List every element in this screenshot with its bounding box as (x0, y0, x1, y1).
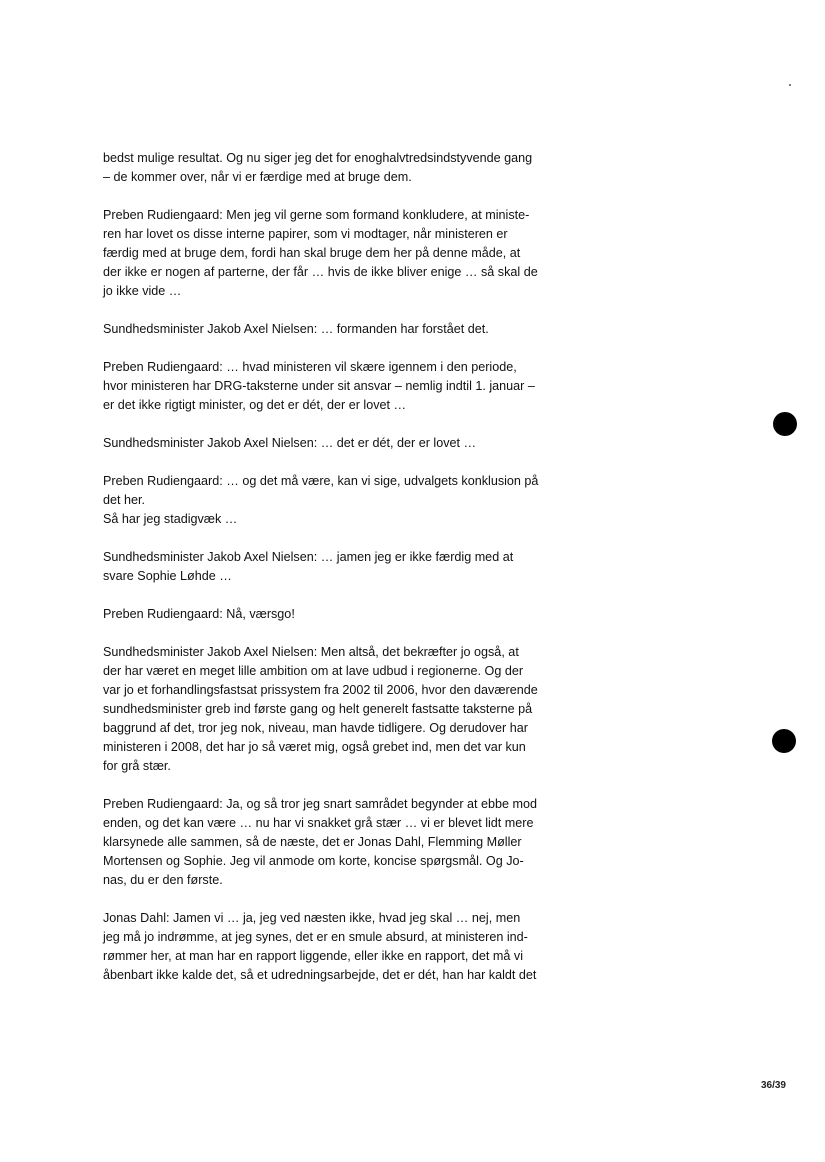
text-line: rømmer her, at man har en rapport liggende, eller ikke en rapport, det må vi (103, 949, 523, 963)
text-line: jo ikke vide … (103, 284, 182, 298)
paragraph (103, 320, 593, 339)
text-line: Sundhedsminister Jakob Axel Nielsen: … det er dét, der er lovet … (103, 436, 477, 450)
punch-hole-mark (773, 412, 797, 436)
text-line: er det ikke rigtigt minister, og det er dét, der er lovet … (103, 398, 407, 412)
text-line: enden, og det kan være … nu har vi snakket grå stær … vi er blevet lidt mere (103, 816, 534, 830)
paragraph (103, 149, 593, 187)
text-line: sundhedsminister greb ind første gang og helt generelt fastsatte taksterne på (103, 702, 533, 716)
paragraph (103, 548, 593, 586)
text-line: Så har jeg stadigvæk … (103, 512, 238, 526)
text-line: Preben Rudiengaard: Ja, og så tror jeg snart samrådet begynder at ebbe mod (103, 797, 538, 811)
paragraph (103, 206, 593, 301)
text-line: der ikke er nogen af parterne, der får … hvis de ikke bliver enige … så skal de (103, 265, 538, 279)
text-line: der har været en meget lille ambition om at lave udbud i regionerne. Og der (103, 664, 524, 678)
text-line: Preben Rudiengaard: … og det må være, kan vi sige, udvalgets konklusion på (103, 474, 539, 488)
paragraph (103, 472, 593, 529)
text-line: ministeren i 2008, det har jo så været mig, også grebet ind, men det var kun (103, 740, 526, 754)
paragraph (103, 795, 593, 890)
paragraph (103, 434, 593, 453)
text-line: Sundhedsminister Jakob Axel Nielsen: … formanden har forstået det. (103, 322, 489, 336)
scan-speck (789, 84, 791, 86)
paragraph (103, 643, 593, 776)
text-line: færdig med at bruge dem, fordi han skal bruge dem her på denne måde, at (103, 246, 521, 260)
text-line: Preben Rudiengaard: … hvad ministeren vil skære igennem i den periode, (103, 360, 517, 374)
text-line: Preben Rudiengaard: Nå, værsgo! (103, 607, 295, 621)
text-line: – de kommer over, når vi er færdige med at bruge dem. (103, 170, 412, 184)
paragraph (103, 605, 593, 624)
text-line: ren har lovet os disse interne papirer, som vi modtager, når ministeren er (103, 227, 508, 241)
text-line: Jonas Dahl: Jamen vi … ja, jeg ved næsten ikke, hvad jeg skal … nej, men (103, 911, 521, 925)
text-line: Sundhedsminister Jakob Axel Nielsen: … jamen jeg er ikke færdig med at (103, 550, 514, 564)
transcript-body (103, 149, 593, 1004)
text-line: for grå stær. (103, 759, 171, 773)
text-line: Preben Rudiengaard: Men jeg vil gerne som formand konkludere, at ministe- (103, 208, 530, 222)
text-line: nas, du er den første. (103, 873, 223, 887)
text-line: klarsynede alle sammen, så de næste, det er Jonas Dahl, Flemming Møller (103, 835, 522, 849)
page-number: 36/39 (760, 1080, 786, 1091)
text-line: åbenbart ikke kalde det, så et udredningsarbejde, det er dét, han har kaldt det (103, 968, 537, 982)
text-line: svare Sophie Løhde … (103, 569, 232, 583)
text-line: hvor ministeren har DRG-taksterne under sit ansvar – nemlig indtil 1. januar – (103, 379, 535, 393)
punch-hole-mark (772, 729, 796, 753)
text-line: Sundhedsminister Jakob Axel Nielsen: Men altså, det bekræfter jo også, at (103, 645, 519, 659)
paragraph (103, 909, 593, 985)
text-line: baggrund af det, tror jeg nok, niveau, man havde tidligere. Og derudover har (103, 721, 528, 735)
text-line: bedst mulige resultat. Og nu siger jeg det for enoghalvtredsindstyvende gang (103, 151, 533, 165)
text-line: var jo et forhandlingsfastsat prissystem fra 2002 til 2006, hvor den daværende (103, 683, 538, 697)
text-line: Mortensen og Sophie. Jeg vil anmode om korte, koncise spørgsmål. Og Jo- (103, 854, 524, 868)
text-line: det her. (103, 493, 146, 507)
paragraph (103, 358, 593, 415)
text-line: jeg må jo indrømme, at jeg synes, det er en smule absurd, at ministeren ind- (103, 930, 528, 944)
